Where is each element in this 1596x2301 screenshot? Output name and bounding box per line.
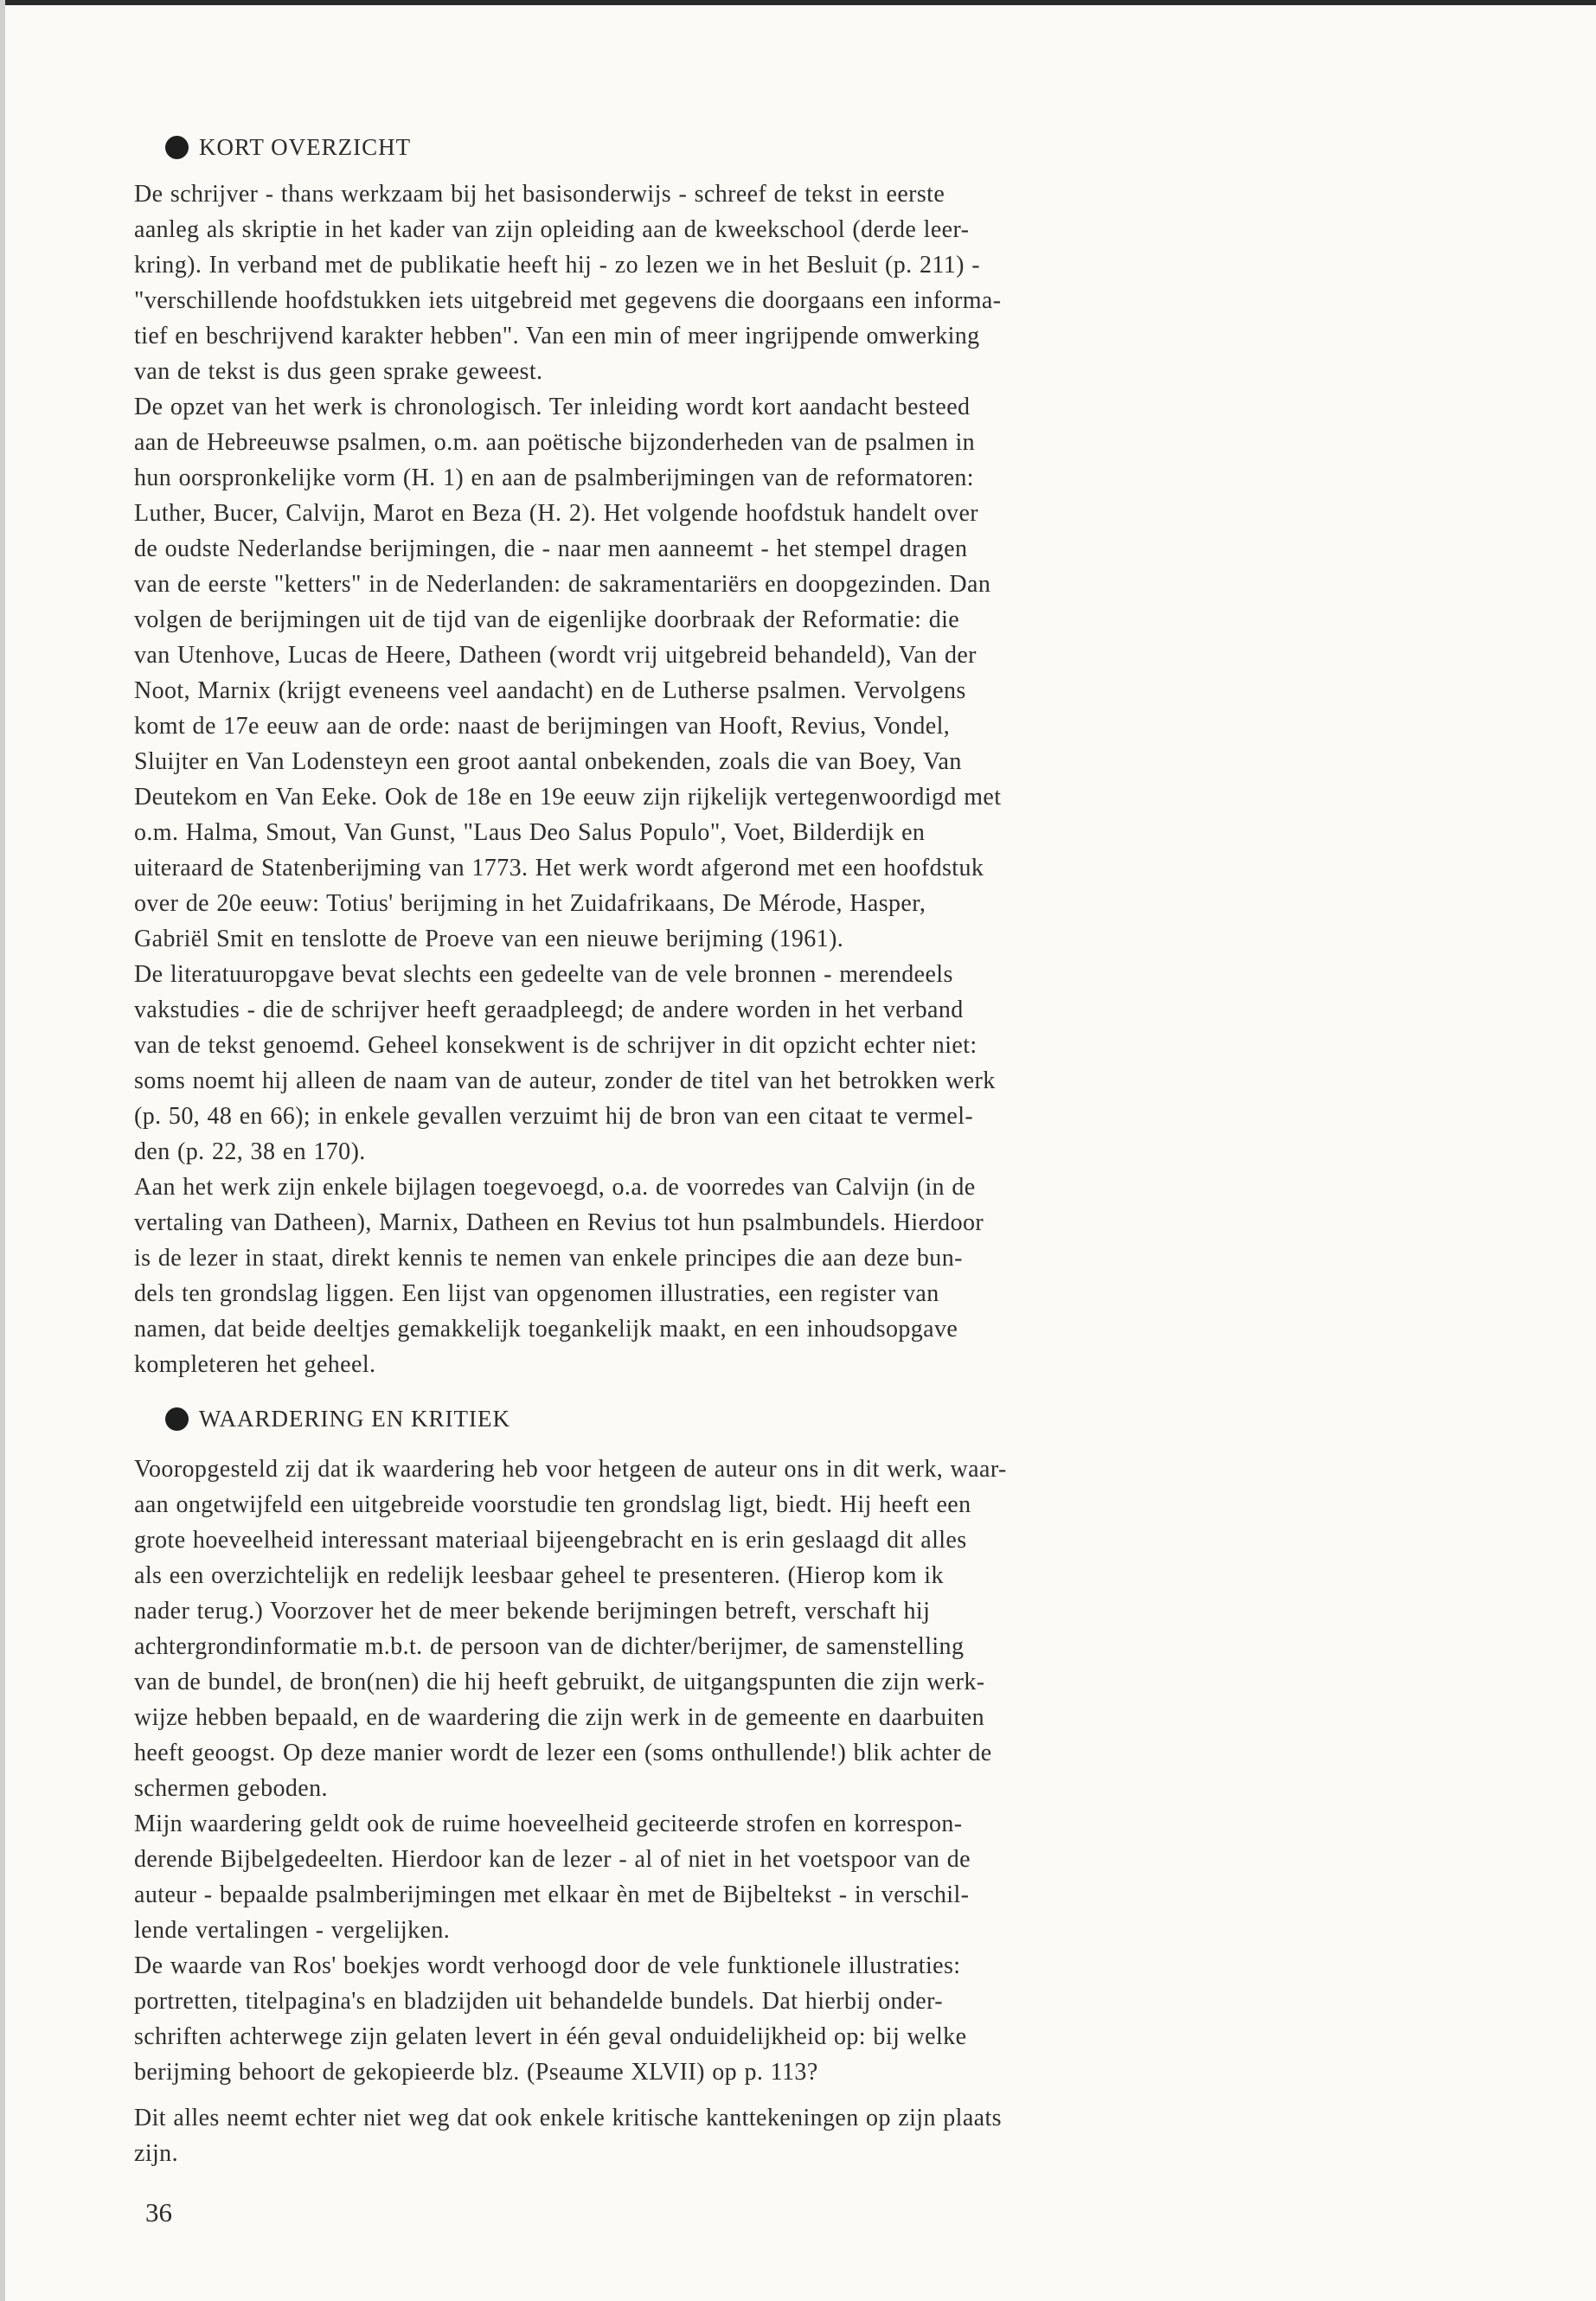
text-line: tief en beschrijvend karakter hebben". Van een min of meer ingrijpende omwerking bbox=[134, 323, 980, 349]
text-line: "verschillende hoofdstukken iets uitgebreid met gegevens die doorgaans een informa- bbox=[134, 287, 1002, 314]
bullet-icon bbox=[165, 136, 189, 159]
text-line: den (p. 22, 38 en 170). bbox=[134, 1138, 366, 1165]
article-content bbox=[134, 130, 1466, 2171]
text-line: Aan het werk zijn enkele bijlagen toegevoegd, o.a. de voorredes van Calvijn (in de bbox=[134, 1174, 976, 1201]
text-line: soms noemt hij alleen de naam van de auteur, zonder de titel van het betrokken werk bbox=[134, 1067, 996, 1094]
text-line: Noot, Marnix (krijgt eveneens veel aandacht) en de Lutherse psalmen. Vervolgens bbox=[134, 677, 966, 704]
text-line: aan ongetwijfeld een uitgebreide voorstudie ten grondslag ligt, biedt. Hij heeft een bbox=[134, 1491, 971, 1518]
left-edge-shadow bbox=[0, 0, 5, 2301]
text-line: schriften achterwege zijn gelaten levert in één geval onduidelijkheid op: bij welke bbox=[134, 2023, 967, 2050]
text-line: van de tekst is dus geen sprake geweest. bbox=[134, 358, 543, 385]
text-line: van de eerste "ketters" in de Nederlanden: de sakramentariërs en doopgezinden. Dan bbox=[134, 571, 991, 598]
section-heading-text: KORT OVERZICHT bbox=[199, 133, 412, 160]
text-line: vertaling van Datheen), Marnix, Datheen en Revius tot hun psalmbundels. Hierdoor bbox=[134, 1209, 984, 1236]
text-line: Vooropgesteld zij dat ik waardering heb voor hetgeen de auteur ons in dit werk, waar- bbox=[134, 1456, 1007, 1483]
section-heading-overview bbox=[165, 130, 1466, 164]
page-number: 36 bbox=[145, 2197, 172, 2227]
text-line: dels ten grondslag liggen. Een lijst van opgenomen illustraties, een register van bbox=[134, 1280, 939, 1307]
text-line: aan de Hebreeuwse psalmen, o.m. aan poëtische bijzonderheden van de psalmen in bbox=[134, 429, 976, 456]
text-line: van de tekst genoemd. Geheel konsekwent is de schrijver in dit opzicht echter niet: bbox=[134, 1032, 977, 1059]
text-line: Luther, Bucer, Calvijn, Marot en Beza (H. 2). Het volgende hoofdstuk handelt over bbox=[134, 500, 979, 527]
text-line: kompleteren het geheel. bbox=[134, 1351, 376, 1378]
text-line: kring). In verband met de publikatie heeft hij - zo lezen we in het Besluit (p. 211) - bbox=[134, 252, 980, 279]
text-line: achtergrondinformatie m.b.t. de persoon van de dichter/berijmer, de samenstelling bbox=[134, 1633, 965, 1660]
section-heading-text: WAARDERING EN KRITIEK bbox=[199, 1405, 510, 1432]
text-line: o.m. Halma, Smout, Van Gunst, "Laus Deo Salus Populo", Voet, Bilderdijk en bbox=[134, 819, 926, 846]
text-line: nader terug.) Voorzover het de meer bekende berijmingen betreft, verschaft hij bbox=[134, 1598, 931, 1625]
text-line: Gabriël Smit en tenslotte de Proeve van een nieuwe berijming (1961). bbox=[134, 926, 844, 952]
text-line: van Utenhove, Lucas de Heere, Datheen (wordt vrij uitgebreid behandeld), Van der bbox=[134, 642, 977, 669]
text-line: berijming behoort de gekopieerde blz. (Pseaume XLVII) op p. 113? bbox=[134, 2059, 818, 2086]
text-line: de oudste Nederlandse berijmingen, die - naar men aanneemt - het stempel dragen bbox=[134, 535, 968, 562]
text-line: als een overzichtelijk en redelijk leesbaar geheel te presenteren. (Hierop kom ik bbox=[134, 1562, 944, 1589]
text-line: komt de 17e eeuw aan de orde: naast de berijmingen van Hooft, Revius, Vondel, bbox=[134, 713, 951, 740]
text-line: Deutekom en Van Eeke. Ook de 18e en 19e eeuw zijn rijkelijk vertegenwoordigd met bbox=[134, 784, 1002, 811]
text-line: over de 20e eeuw: Totius' berijming in het Zuidafrikaans, De Mérode, Hasper, bbox=[134, 890, 926, 917]
overview-body bbox=[134, 176, 1466, 1382]
bullet-icon bbox=[165, 1407, 189, 1431]
top-rule bbox=[0, 0, 1596, 5]
text-line: namen, dat beide deeltjes gemakkelijk toegankelijk maakt, en een inhoudsopgave bbox=[134, 1316, 958, 1343]
text-line: uiteraard de Statenberijming van 1773. Het werk wordt afgerond met een hoofdstuk bbox=[134, 855, 984, 881]
text-line: schermen geboden. bbox=[134, 1775, 328, 1802]
text-line: hun oorspronkelijke vorm (H. 1) en aan de psalmberijmingen van de reformatoren: bbox=[134, 465, 974, 491]
text-line: derende Bijbelgedeelten. Hierdoor kan de lezer - al of niet in het voetspoor van de bbox=[134, 1846, 971, 1873]
text-line: wijze hebben bepaald, en de waardering die zijn werk in de gemeente en daarbuiten bbox=[134, 1704, 984, 1731]
text-line: portretten, titelpagina's en bladzijden uit behandelde bundels. Dat hierbij onder- bbox=[134, 1988, 943, 2015]
text-line: Dit alles neemt echter niet weg dat ook enkele kritische kanttekeningen op zijn plaats bbox=[134, 2105, 1002, 2131]
appraisal-body bbox=[134, 1452, 1466, 2171]
text-line: volgen de berijmingen uit de tijd van de eigenlijke doorbraak der Reformatie: die bbox=[134, 606, 960, 633]
text-line: is de lezer in staat, direkt kennis te nemen van enkele principes die aan deze bun- bbox=[134, 1245, 963, 1272]
text-line: zijn. bbox=[134, 2140, 178, 2167]
text-line: heeft geoogst. Op deze manier wordt de lezer een (soms onthullende!) blik achter de bbox=[134, 1740, 992, 1766]
section-heading-appraisal bbox=[165, 1401, 1466, 1436]
text-line: Mijn waardering geldt ook de ruime hoeveelheid geciteerde strofen en korrespon- bbox=[134, 1811, 963, 1837]
text-line: De waarde van Ros' boekjes wordt verhoogd door de vele funktionele illustraties: bbox=[134, 1952, 961, 1979]
text-line: De schrijver - thans werkzaam bij het basisonderwijs - schreef de tekst in eerste bbox=[134, 181, 945, 208]
text-line: De opzet van het werk is chronologisch. Ter inleiding wordt kort aandacht besteed bbox=[134, 394, 971, 420]
text-line: auteur - bepaalde psalmberijmingen met elkaar èn met de Bijbeltekst - in verschil- bbox=[134, 1881, 970, 1908]
text-line: aanleg als skriptie in het kader van zijn opleiding aan de kweekschool (derde leer- bbox=[134, 216, 970, 243]
text-line: vakstudies - die de schrijver heeft geraadpleegd; de andere worden in het verband bbox=[134, 997, 964, 1023]
text-line: lende vertalingen - vergelijken. bbox=[134, 1917, 451, 1944]
text-line: (p. 50, 48 en 66); in enkele gevallen verzuimt hij de bron van een citaat te vermel- bbox=[134, 1103, 974, 1130]
text-line: Sluijter en Van Lodensteyn een groot aantal onbekenden, zoals die van Boey, Van bbox=[134, 748, 962, 775]
text-line: van de bundel, de bron(nen) die hij heeft gebruikt, de uitgangspunten die zijn werk- bbox=[134, 1669, 985, 1695]
text-line: De literatuuropgave bevat slechts een gedeelte van de vele bronnen - merendeels bbox=[134, 961, 953, 988]
text-line: grote hoeveelheid interessant materiaal bijeengebracht en is erin geslaagd dit alles bbox=[134, 1527, 967, 1554]
